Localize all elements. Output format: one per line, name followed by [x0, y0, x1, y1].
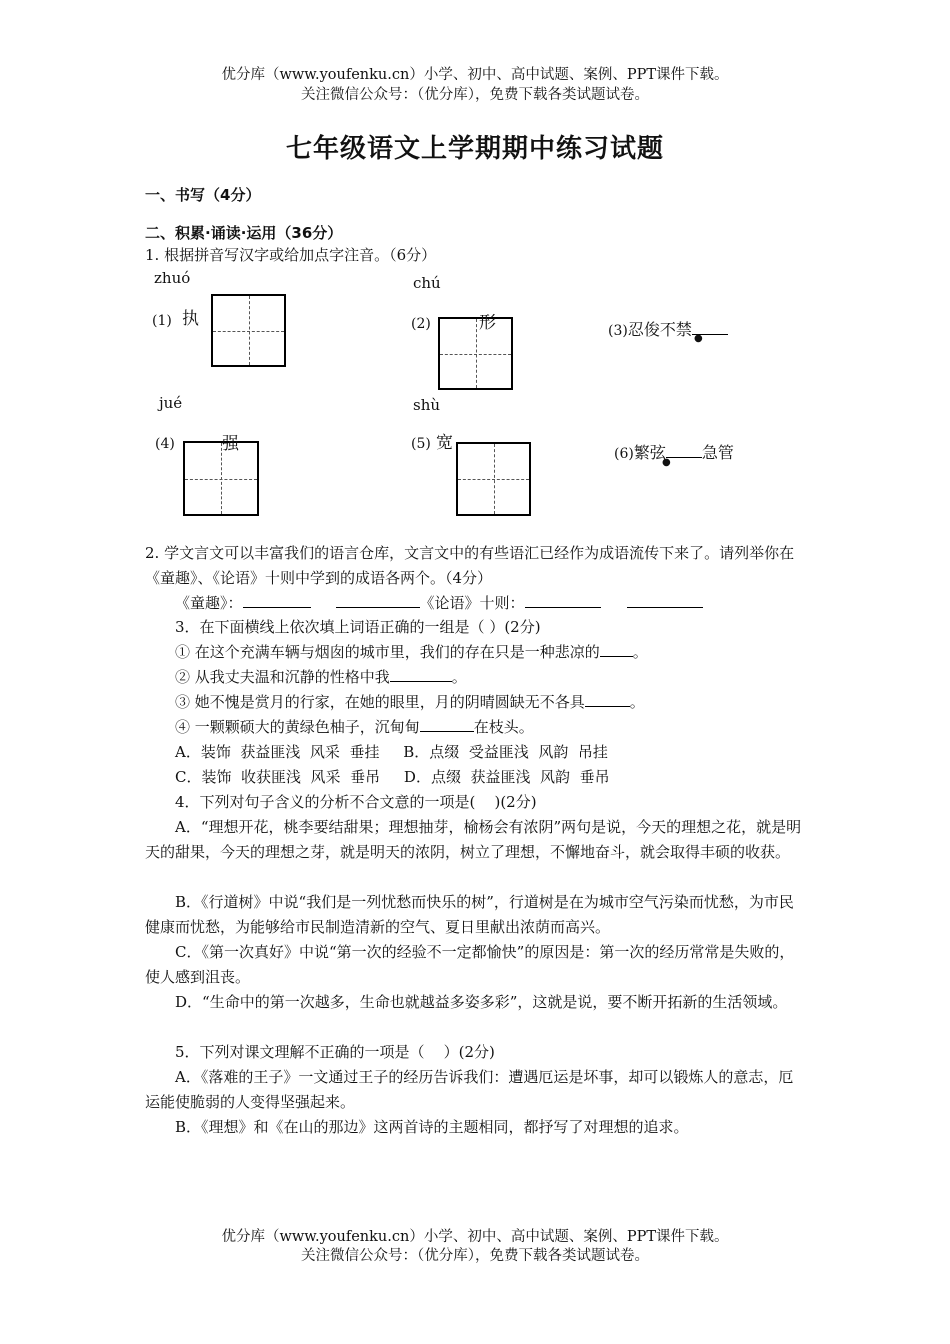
q3-blank-2[interactable] [390, 667, 452, 682]
q3-sentence-1: ① 在这个充满车辆与烟囱的城市里，我们的存在只是一种悲凉的 [175, 643, 600, 661]
q4-prompt: 4．下列对句子含义的分析不合文意的一项是( )(2分) [175, 793, 537, 811]
q3-sentence-3: ③ 她不愧是赏月的行家，在她的眼里，月的阴晴圆缺无不各具 [175, 693, 585, 711]
header-line-1: 优分库（www.youfenku.cn）小学、初中、高中试题、案例、PPT课件下载。 [221, 67, 729, 83]
q1-item1-pinyin: zhuó [154, 269, 191, 287]
q1-item5-text: 宽 [436, 433, 453, 453]
q3-blank-1[interactable] [600, 642, 633, 657]
q1-item2-pinyin: chú [413, 274, 441, 292]
emphasis-dot-icon: ● [694, 333, 703, 344]
emphasis-dot-icon: ● [662, 457, 671, 468]
header-line-2: 关注微信公众号：（优分库），免费下载各类试题试卷。 [301, 87, 649, 103]
q2-label-lunyu: 《论语》十则： [419, 594, 525, 612]
q2-prompt: 2. 学文言文可以丰富我们的语言仓库，文言文中的有些语汇已经作为成语流传下来了。请列举你在《童趣》、《论语》十则中学到的成语各两个。（4分） [145, 544, 795, 587]
q1-item4-num: (4) [155, 436, 175, 452]
q4-option-b: B．《行道树》中说“我们是一列忧愁而快乐的树”，行道树是在为城市空气污染而忧愁，为市民健康而忧愁，为能够给市民制造清新的空气、夏日里献出浓荫而高兴。 [145, 893, 794, 936]
q3-s1-row: ① 在这个充满车辆与烟囱的城市里，我们的存在只是一种悲凉的 。 [175, 643, 648, 661]
q1-item1-writing-box[interactable] [211, 294, 286, 367]
q1-item4-writing-box[interactable] [183, 441, 259, 516]
footer-line-2: 关注微信公众号：（优分库），免费下载各类试题试卷。 [301, 1248, 649, 1264]
section-2-heading: 二、积累·诵读·运用（36分） [145, 224, 343, 242]
q3-prompt: 3．在下面横线上依次填上词语正确的一组是（ ）(2分) [175, 618, 541, 636]
section-1-heading: 一、书写（4分） [145, 186, 261, 204]
q2-tongqu-blank-1[interactable] [243, 593, 311, 608]
q3-sentence-2: ② 从我丈夫温和沉静的性格中我 [175, 668, 390, 686]
q1-item4-pinyin: jué [159, 394, 183, 412]
q1-item6-text-b: 急管 [701, 443, 734, 462]
q3-s2-row: ② 从我丈夫温和沉静的性格中我 。 [175, 668, 467, 686]
q1-item5-pinyin: shù [413, 396, 441, 414]
q3-blank-3[interactable] [585, 692, 630, 707]
q2-tongqu-blank-2[interactable] [336, 593, 420, 608]
q1-item2-writing-box[interactable] [438, 317, 513, 390]
q3-blank-4[interactable] [420, 717, 474, 732]
q1-item2-text: 形 [479, 313, 496, 333]
q1-item6-text-a: 繁弦 [633, 443, 666, 462]
q1-item5-num: (5) [411, 436, 431, 452]
q5-option-a: A．《落难的王子》一文通过王子的经历告诉我们：遭遇厄运是坏事，却可以锻炼人的意志，厄运能使脆弱的人变得坚强起来。 [145, 1068, 794, 1111]
q2-lunyu-blank-2[interactable] [627, 593, 703, 608]
footer-line-1: 优分库（www.youfenku.cn）小学、初中、高中试题、案例、PPT课件下载。 [221, 1229, 729, 1245]
q1-item3-num: (3) [608, 323, 628, 339]
q1-item3-text: 忍俊不禁 [627, 320, 692, 339]
q1-item6-num: (6) [614, 446, 634, 462]
q1-item2-num: (2) [411, 316, 431, 332]
q1-prompt: 1. 根据拼音写汉字或给加点字注音。（6分） [145, 246, 437, 264]
q1-item1-num: (1) [152, 313, 172, 329]
q4-option-a: A．“理想开花，桃李要结甜果；理想抽芽，榆杨会有浓阴”两句是说，今天的理想之花，就是明天的甜果，今天的理想之芽，就是明天的浓阴，树立了理想，不懈地奋斗，就会取得丰硕的收获。 [145, 818, 802, 861]
q4-option-d: D．“生命中的第一次越多，生命也就越益多姿多彩”，这就是说，要不断开拓新的生活领域。 [175, 993, 788, 1011]
q3-sentence-4a: ④ 一颗颗硕大的黄绿色柚子，沉甸甸 [175, 718, 420, 736]
q5-prompt: 5．下列对课文理解不正确的一项是（ ）(2分) [175, 1043, 495, 1061]
q3-s4-row [175, 715, 534, 740]
q3-sentence-4b: 在枝头。 [473, 718, 534, 736]
q2-label-tongqu: 《童趣》： [175, 594, 243, 612]
q1-item3 [608, 317, 728, 344]
q1-item4-text: 强 [222, 434, 239, 454]
q1-item6 [614, 440, 734, 467]
q1-item1-text: 执 [182, 309, 199, 329]
q2-lunyu-blank-1[interactable] [525, 593, 601, 608]
q2-answer-row [175, 591, 703, 616]
page-title: 七年级语文上学期期中练习试题 [285, 134, 664, 164]
q5-option-b: B．《理想》和《在山的那边》这两首诗的主题相同，都抒写了对理想的追求。 [175, 1118, 689, 1136]
q4-option-c: C．《第一次真好》中说“第一次的经验不一定都愉快”的原因是：第一次的经历常常是失败的，使人感到沮丧。 [145, 943, 795, 986]
q3-s3-row: ③ 她不愧是赏月的行家，在她的眼里，月的阴晴圆缺无不各具 。 [175, 693, 645, 711]
q1-item5-writing-box[interactable] [456, 442, 531, 516]
q3-options-cd: C．装饰 收获匪浅 风采 垂吊 D．点缀 获益匪浅 风韵 垂吊 [175, 768, 610, 786]
q1-item6-answer-line[interactable] [666, 443, 702, 458]
q3-options-ab: A．装饰 获益匪浅 风采 垂挂 B．点缀 受益匪浅 风韵 吊挂 [175, 743, 608, 761]
